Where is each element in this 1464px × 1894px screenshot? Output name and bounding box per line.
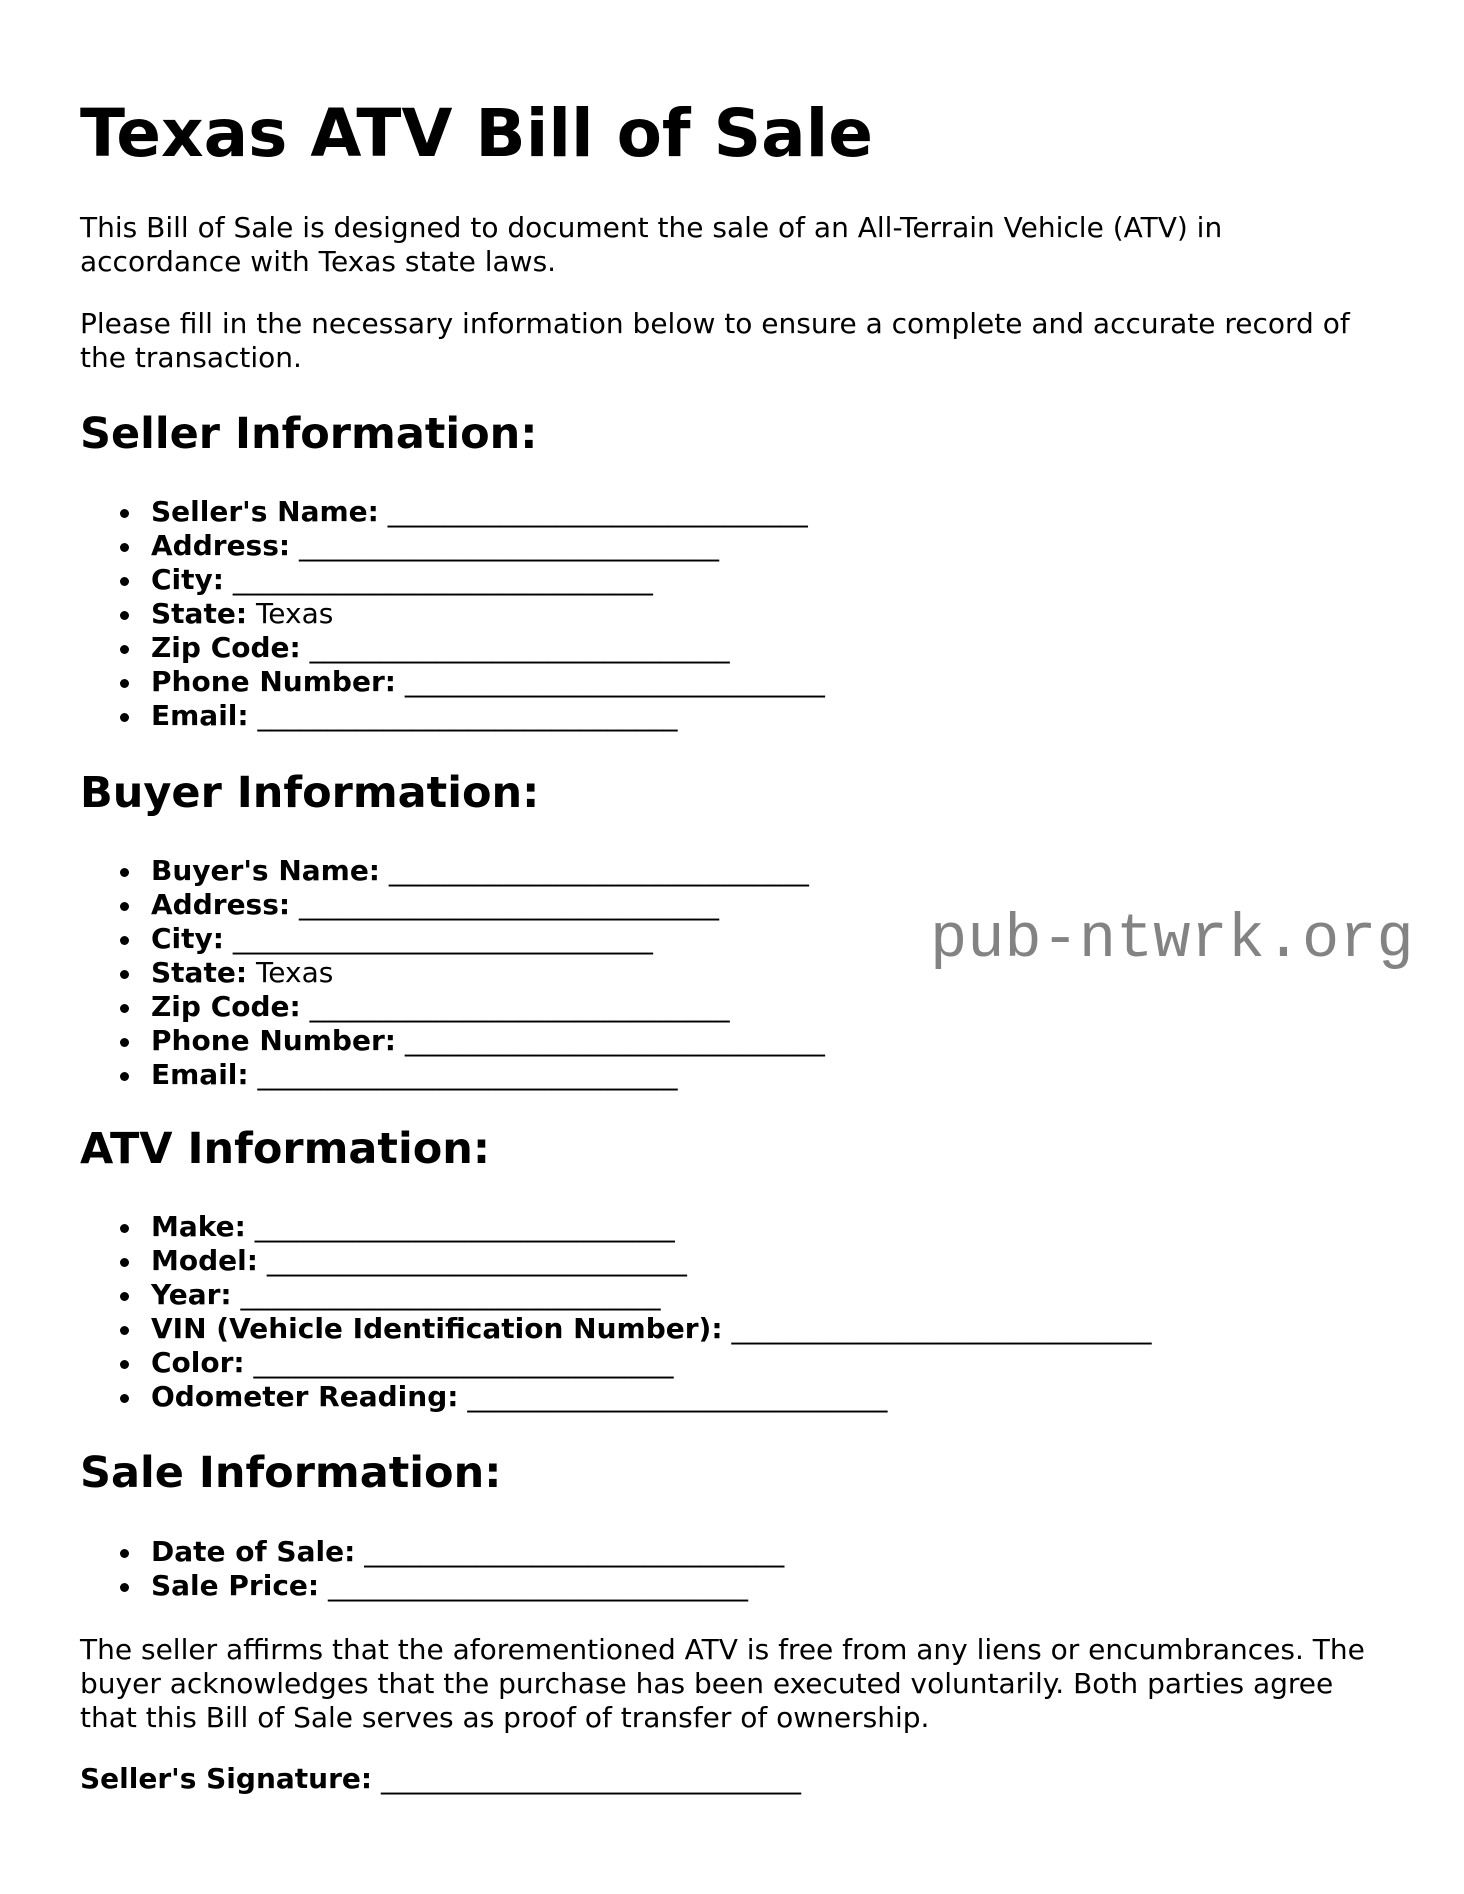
- field-label: Phone Number:: [151, 1024, 396, 1057]
- field-label: Buyer's Name:: [151, 854, 381, 887]
- field-value[interactable]: ______________________________: [299, 529, 719, 562]
- field-label: State:: [151, 597, 248, 630]
- seller-signature-label: Seller's Signature:: [80, 1762, 373, 1795]
- field-label: Email:: [151, 699, 249, 732]
- field-value[interactable]: ______________________________: [240, 1278, 661, 1311]
- field-value[interactable]: ______________________________: [257, 699, 678, 732]
- form-field: [80, 597, 1384, 631]
- form-field: [80, 495, 1384, 529]
- field-value[interactable]: ______________________________: [467, 1380, 888, 1413]
- field-value[interactable]: ______________________________: [404, 1024, 825, 1057]
- form-field: [80, 631, 1384, 665]
- field-label: Address:: [151, 529, 291, 562]
- closing-paragraph: The seller affirms that the aforementioned ATV is free from any liens or encumbrances. The buyer acknowledges that the purchase has been executed voluntarily. Both parties agree that this Bill of Sale serves as proof of transfer of ownership.: [80, 1633, 1365, 1734]
- field-value[interactable]: ______________________________: [731, 1312, 1152, 1345]
- atv-fields: [80, 1210, 1384, 1414]
- form-field: [80, 990, 1384, 1024]
- sale-heading: Sale Information:: [80, 1448, 502, 1498]
- field-label: Phone Number:: [151, 665, 396, 698]
- field-value[interactable]: ______________________________: [404, 665, 825, 698]
- watermark: pub-ntwrk.org: [930, 904, 1414, 975]
- field-label: Address:: [151, 888, 291, 921]
- seller-signature: [80, 1762, 1384, 1796]
- field-label: Zip Code:: [151, 990, 301, 1023]
- field-label: Year:: [151, 1278, 232, 1311]
- field-value[interactable]: ______________________________: [232, 922, 653, 955]
- form-field: [80, 1244, 1384, 1278]
- instructions-paragraph: Please fill in the necessary information below to ensure a complete and accurate record of the transaction.: [80, 307, 1350, 374]
- intro-paragraph: This Bill of Sale is designed to document the sale of an All-Terrain Vehicle (ATV) in accordance with Texas state laws.: [80, 211, 1223, 278]
- field-value[interactable]: ______________________________: [309, 990, 730, 1023]
- page-title-block: [80, 95, 1384, 172]
- field-label: Color:: [151, 1346, 245, 1379]
- field-value[interactable]: ______________________________: [254, 1210, 675, 1243]
- field-label: Odometer Reading:: [151, 1380, 459, 1413]
- field-value[interactable]: ______________________________: [266, 1244, 687, 1277]
- form-field: [80, 1569, 1384, 1603]
- seller-heading: Seller Information:: [80, 409, 538, 459]
- form-field: [80, 699, 1384, 733]
- field-value[interactable]: ______________________________: [364, 1535, 785, 1568]
- field-label: Seller's Name:: [151, 495, 379, 528]
- field-label: Sale Price:: [151, 1569, 320, 1602]
- form-field: [80, 563, 1384, 597]
- form-field: [80, 1346, 1384, 1380]
- field-label: Date of Sale:: [151, 1535, 356, 1568]
- field-label: Model:: [151, 1244, 258, 1277]
- buyer-heading: Buyer Information:: [80, 768, 540, 818]
- form-field: [80, 854, 1384, 888]
- field-value[interactable]: ______________________________: [388, 854, 809, 887]
- seller-signature-line[interactable]: ______________________________: [381, 1762, 801, 1795]
- field-label: VIN (Vehicle Identification Number):: [151, 1312, 723, 1345]
- field-value[interactable]: ______________________________: [387, 495, 808, 528]
- form-field: [80, 1535, 1384, 1569]
- sale-fields: [80, 1535, 1384, 1603]
- field-label: State:: [151, 956, 248, 989]
- field-label: Make:: [151, 1210, 246, 1243]
- seller-fields: [80, 495, 1384, 733]
- field-value[interactable]: ______________________________: [232, 563, 653, 596]
- form-field: [80, 1210, 1384, 1244]
- form-field: [80, 1024, 1384, 1058]
- form-field: [80, 1278, 1384, 1312]
- field-value[interactable]: Texas: [255, 597, 334, 630]
- form-field: [80, 665, 1384, 699]
- form-field: [80, 529, 1384, 563]
- form-field: [80, 1380, 1384, 1414]
- atv-heading: ATV Information:: [80, 1124, 491, 1174]
- field-label: Zip Code:: [151, 631, 301, 664]
- field-label: City:: [151, 563, 224, 596]
- field-label: City:: [151, 922, 224, 955]
- page-title: Texas ATV Bill of Sale: [80, 95, 874, 172]
- form-field: [80, 1312, 1384, 1346]
- form-field: [80, 1058, 1384, 1092]
- field-value[interactable]: ______________________________: [253, 1346, 674, 1379]
- field-value[interactable]: ______________________________: [299, 888, 719, 921]
- field-value[interactable]: ______________________________: [309, 631, 730, 664]
- field-label: Email:: [151, 1058, 249, 1091]
- field-value[interactable]: ______________________________: [328, 1569, 749, 1602]
- field-value[interactable]: Texas: [255, 956, 334, 989]
- field-value[interactable]: ______________________________: [257, 1058, 678, 1091]
